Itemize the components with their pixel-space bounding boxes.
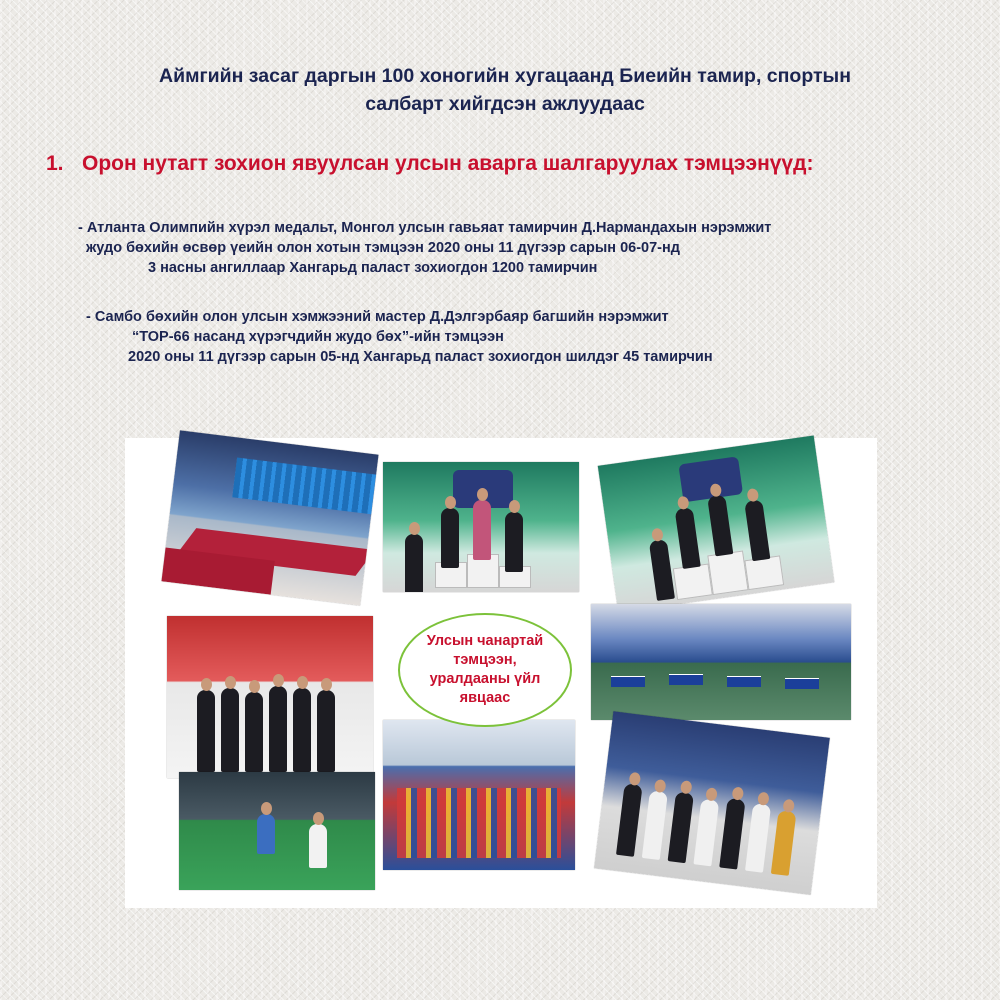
podium-block [707, 551, 748, 596]
person-icon [675, 507, 701, 569]
paragraph-line: жудо бөхийн өсвөр үеийн олон хотын тэмцээн 2020 оны 11 дүгээр сарын 06-07-нд [86, 240, 680, 256]
caption-line: Улсын чанартай [426, 633, 544, 649]
table-tennis-photo-icon [591, 604, 851, 720]
person-icon [693, 799, 719, 867]
banner-icon [678, 456, 743, 502]
title-line-2: салбарт хийгдсэн ажлуудаас [365, 93, 645, 115]
page-title [60, 62, 950, 118]
person-icon [649, 539, 675, 601]
person-icon [616, 783, 643, 857]
caption-line: явцаас [459, 690, 511, 706]
person-icon [473, 500, 491, 560]
paragraph-line: - Самбо бөхийн олон улсын хэмжээний мастер Д.Дэлгэрбаяр багшийн нэрэмжит [86, 309, 669, 325]
section-number: 1. [46, 152, 64, 175]
table-icon [611, 676, 645, 687]
caption-line: уралдааны үйл [429, 671, 541, 687]
table-icon [669, 674, 703, 685]
crowd-icon [397, 788, 561, 858]
person-icon [707, 494, 733, 556]
podium-photo-icon [383, 462, 579, 592]
person-icon [505, 512, 523, 572]
paragraph-line: - Атланта Олимпийн хүрэл медальт, Монгол улсын гавьяат тамирчин Д.Нармандахын нэрэмжит [78, 220, 772, 236]
section-heading [46, 152, 946, 176]
person-icon [245, 692, 263, 772]
paragraph-sambo-tournament [86, 307, 713, 367]
person-icon [197, 690, 215, 772]
podium-block [744, 555, 784, 590]
ceremony-photo-icon [594, 711, 830, 894]
person-icon [269, 686, 287, 772]
podium-photo-icon [598, 436, 834, 613]
caption-line: тэмцээн, [453, 652, 517, 668]
person-icon [221, 688, 239, 772]
person-icon [257, 814, 275, 854]
person-icon [441, 508, 459, 568]
title-line-1: Аймгийн засаг даргын 100 хоногийн хугацаанд Биеийн тамир, спортын [159, 65, 851, 87]
person-icon [309, 824, 327, 868]
arena-photo-icon [161, 430, 378, 605]
person-icon [745, 803, 771, 873]
table-icon [785, 678, 819, 689]
person-icon [719, 798, 745, 870]
paragraph-line: “ТОР-66 насанд хүрэгчдийн жудо бөх”-ийн тэмцээн [132, 329, 504, 345]
badminton-photo-icon [179, 772, 375, 890]
collage-caption [398, 613, 572, 727]
podium-block [673, 563, 713, 600]
paragraph-judo-tournament [78, 218, 771, 278]
paragraph-line: 3 насны ангиллаар Хангарьд паласт зохиогдон 1200 тамирчин [148, 260, 598, 276]
person-icon [744, 499, 770, 561]
section-heading-text: Орон нутагт зохион явуулсан улсын аварга шалгаруулах тэмцээнүүд: [82, 152, 814, 175]
person-icon [405, 534, 423, 592]
person-icon [317, 690, 335, 772]
paragraph-line: 2020 оны 11 дүгээр сарын 05-нд Хангарьд паласт зохиогдон шилдэг 45 тамирчин [128, 349, 713, 365]
table-icon [727, 676, 761, 687]
arena-seats [232, 458, 376, 515]
person-icon [771, 810, 797, 876]
person-icon [668, 792, 694, 864]
photo-collage [125, 438, 877, 908]
person-icon [642, 790, 668, 860]
person-icon [293, 688, 311, 772]
team-photo-icon [167, 616, 373, 778]
group-photo-icon [383, 720, 575, 870]
